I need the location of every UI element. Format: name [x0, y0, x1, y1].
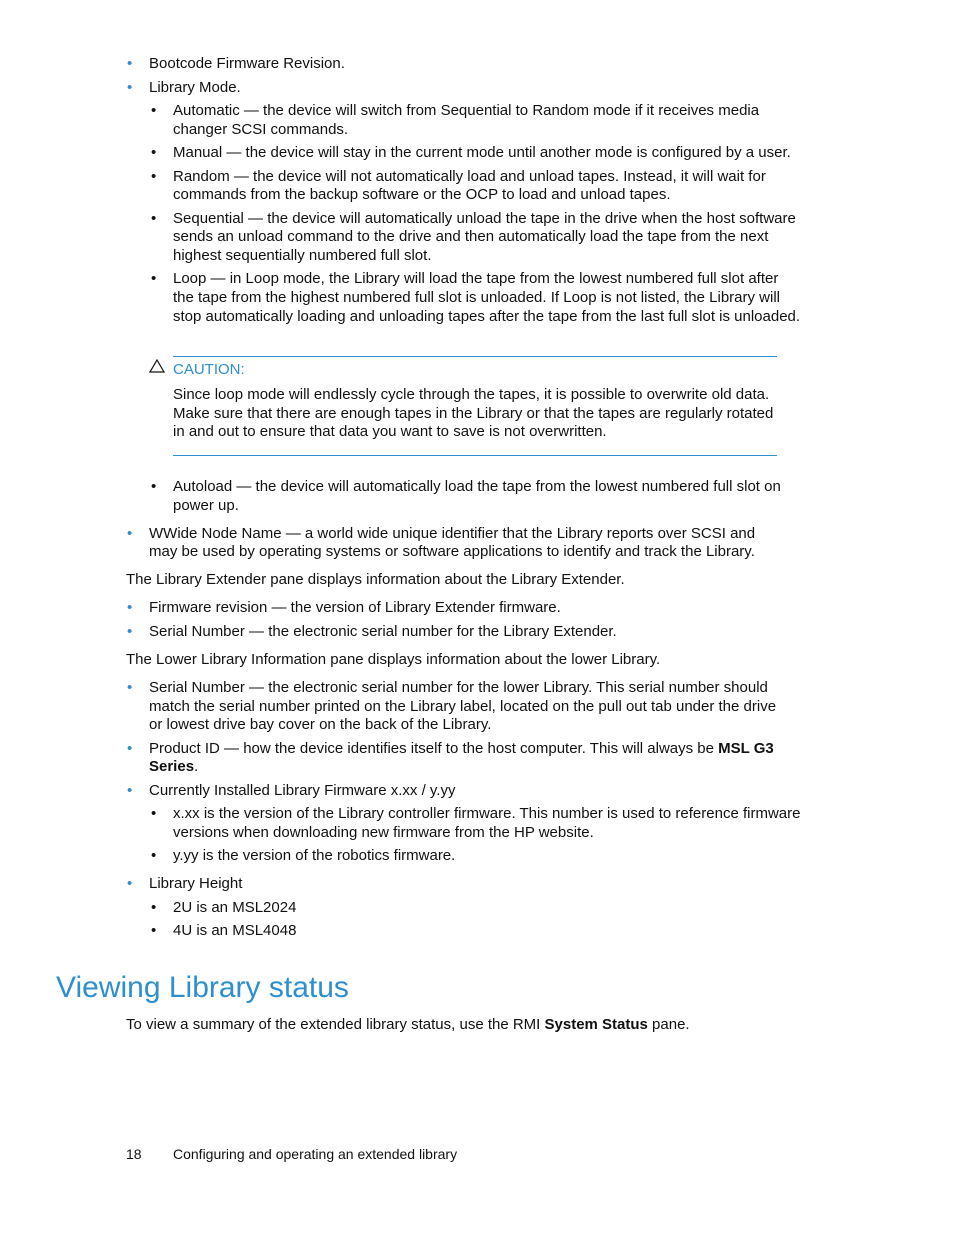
- caution-triangle-icon: [149, 359, 165, 373]
- sub-bullet-icon: •: [151, 102, 157, 119]
- section-body-suffix: pane.: [647, 1016, 690, 1033]
- product-id-suffix: .: [194, 758, 199, 775]
- product-id-text: Product ID — how the device identifies itself to the host computer. This will always be: [149, 740, 719, 757]
- extender-intro: The Library Extender pane displays information about the Library Extender.: [126, 571, 625, 588]
- mode-loop-line: stop automatically loading and unloading tapes after the tape from the last full slot is unloaded.: [173, 308, 801, 325]
- firmware-item: Currently Installed Library Firmware x.xx / y.yy: [149, 782, 456, 799]
- footer-title: Configuring and operating an extended library: [173, 1146, 458, 1162]
- footer-page-number: 18: [126, 1146, 142, 1162]
- firmware-xx-line: versions when downloading new firmware from the HP website.: [173, 824, 594, 841]
- caution-text-line: Make sure that there are enough tapes in the Library or that the tapes are regularly rotated: [173, 405, 774, 422]
- caution-text-line: Since loop mode will endlessly cycle through the tapes, it is possible to overwrite old data.: [173, 386, 770, 403]
- bullet-icon: •: [127, 782, 133, 799]
- sub-bullet-icon: •: [151, 270, 157, 287]
- sub-bullet-icon: •: [151, 210, 157, 227]
- bullet-icon: •: [127, 79, 133, 96]
- lower-serial-line: Serial Number — the electronic serial number for the lower Library. This serial number should: [149, 679, 768, 696]
- mode-random-line: Random — the device will not automatically load and unload tapes. Instead, it will wait for: [173, 168, 766, 185]
- sub-bullet-icon: •: [151, 805, 157, 822]
- height-item: 2U is an MSL2024: [173, 899, 297, 916]
- caution-top-rule: [173, 356, 777, 357]
- mode-sequential-line: highest sequentially numbered full slot.: [173, 247, 432, 264]
- extender-serial-item: Serial Number — the electronic serial number for the Library Extender.: [149, 623, 617, 640]
- caution-text-line: in and out to ensure that data you want to save is not overwritten.: [173, 423, 607, 440]
- sub-bullet-icon: •: [151, 144, 157, 161]
- wwide-line: may be used by operating systems or software applications to identify and track the Library.: [149, 543, 755, 560]
- mode-autoload-line: Autoload — the device will automatically load the tape from the lowest numbered full slot on: [173, 478, 781, 495]
- bullet-icon: •: [127, 55, 133, 72]
- lower-serial-line: or lowest drive bay cover on the back of the Library.: [149, 716, 492, 733]
- wwide-line: WWide Node Name — a world wide unique identifier that the Library reports over SCSI and: [149, 525, 756, 542]
- lower-serial-line: match the serial number printed on the Library label, located on the pull out tab under the drive: [149, 698, 777, 715]
- library-mode-item: Library Mode.: [149, 79, 241, 96]
- extender-firmware-item: Firmware revision — the version of Library Extender firmware.: [149, 599, 561, 616]
- mode-loop-line: the tape from the highest numbered full slot is unloaded. If Loop is not listed, the Library will: [173, 289, 781, 306]
- lower-intro: The Lower Library Information pane displays information about the lower Library.: [126, 651, 661, 668]
- firmware-yy-line: y.yy is the version of the robotics firmware.: [173, 847, 456, 864]
- sub-bullet-icon: •: [151, 168, 157, 185]
- mode-sequential-line: Sequential — the device will automatically unload the tape in the drive when the host software: [173, 210, 796, 227]
- product-id-line: [149, 757, 198, 776]
- section-heading: Viewing Library status: [56, 971, 349, 1004]
- library-height-item: Library Height: [149, 875, 243, 892]
- height-item: 4U is an MSL4048: [173, 922, 297, 939]
- bullet-icon: •: [127, 599, 133, 616]
- mode-automatic-line: changer SCSI commands.: [173, 121, 349, 138]
- product-id-bold: Series: [149, 758, 195, 775]
- section-body-bold: System Status: [544, 1016, 648, 1033]
- caution-bottom-rule: [173, 455, 777, 456]
- sub-bullet-icon: •: [151, 899, 157, 916]
- bootcode-item: Bootcode Firmware Revision.: [149, 55, 345, 72]
- mode-loop-line: Loop — in Loop mode, the Library will load the tape from the lowest numbered full slot after: [173, 270, 779, 287]
- firmware-xx-line: x.xx is the version of the Library controller firmware. This number is used to reference firmware: [173, 805, 801, 822]
- section-body-text: To view a summary of the extended library status, use the RMI: [126, 1016, 545, 1033]
- mode-sequential-line: sends an unload command to the drive and then automatically load the tape from the next: [173, 228, 769, 245]
- bullet-icon: •: [127, 525, 133, 542]
- mode-manual-line: Manual — the device will stay in the current mode until another mode is configured by a user.: [173, 144, 791, 161]
- bullet-icon: •: [127, 679, 133, 696]
- sub-bullet-icon: •: [151, 478, 157, 495]
- sub-bullet-icon: •: [151, 847, 157, 864]
- bullet-icon: •: [127, 623, 133, 640]
- product-id-line: [149, 739, 774, 758]
- bullet-icon: •: [127, 740, 133, 757]
- mode-autoload-line: power up.: [173, 497, 239, 514]
- caution-label: CAUTION:: [173, 361, 245, 378]
- product-id-bold: MSL G3: [718, 740, 774, 757]
- mode-automatic-line: Automatic — the device will switch from Sequential to Random mode if it receives media: [173, 102, 760, 119]
- mode-random-line: commands from the backup software or the OCP to load and unload tapes.: [173, 186, 671, 203]
- bullet-icon: •: [127, 875, 133, 892]
- section-body: [126, 1015, 690, 1034]
- sub-bullet-icon: •: [151, 922, 157, 939]
